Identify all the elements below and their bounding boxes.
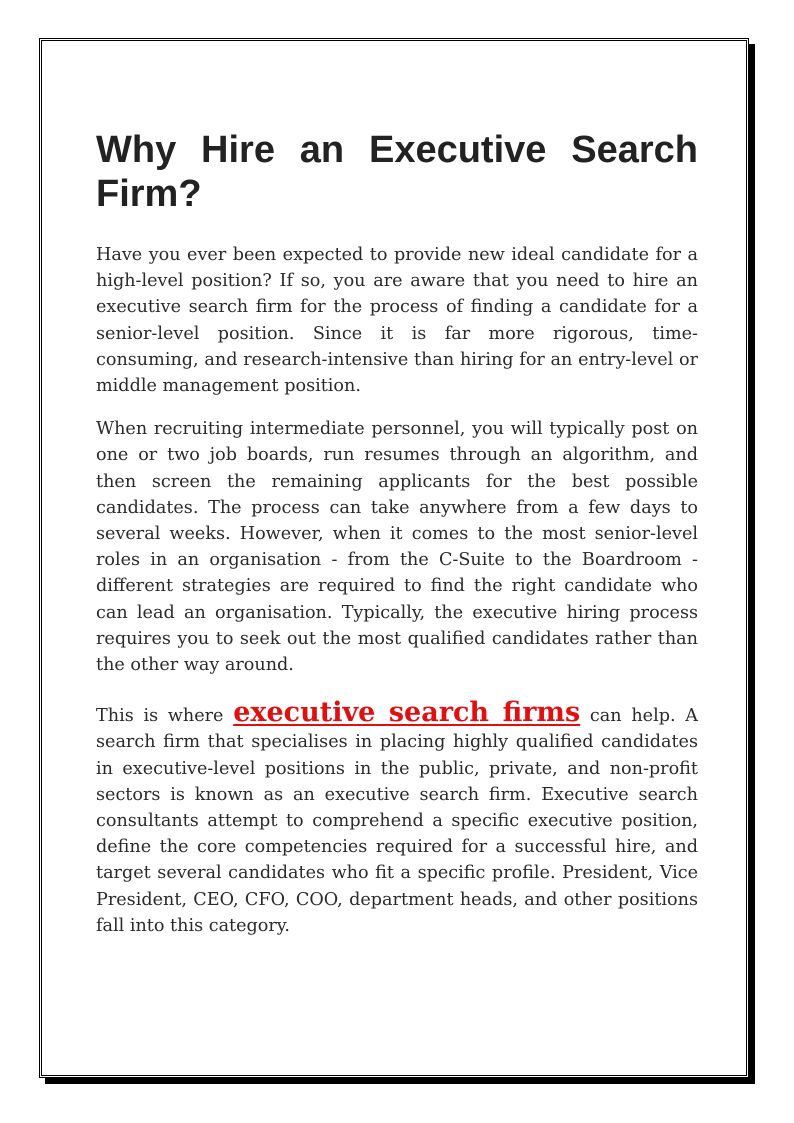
paragraph-3-suffix: can help. A search firm that specialises in placing highly qualified candidates in executive-level positions in the public, private, and non-profit sectors is known as an executive search firm. Executive search consultants attempt to comprehend a specific executive position, define the core competencies required for a successful hire, and target several candidates who fit a specific profile. President, Vice President, CEO, CFO, COO, department heads, and other positions fall into this category.: [96, 706, 699, 936]
paragraph-3-prefix: This is where: [96, 706, 234, 727]
paragraph-1: Have you ever been expected to provide new ideal candidate for a high-level position? If so, you are aware that you need to hire an executive search firm for the process of finding a candidate for a senior-level position. Since it is far more rigorous, time-consuming, and research-intensive than hiring for an entry-level or middle management position.: [96, 245, 698, 397]
page-title: Why Hire an Executive Search Firm?: [96, 129, 698, 215]
paragraph-2: When recruiting intermediate personnel, you will typically post on one or two job boards, run resumes through an algorithm, and then screen the remaining applicants for the best possible candidates. The process can take anywhere from a few days to several weeks. However, when it comes to the most senior-level roles in an organisation - from the C-Suite to the Boardroom - different strategies are required to find the right candidate who can lead an organisation. Typically, the executive hiring process requires you to seek out the most qualified candidates rather than the other way around.: [96, 419, 698, 676]
paragraph-3: [96, 697, 699, 939]
document-body: [96, 128, 698, 956]
executive-search-firms-link[interactable]: executive search firms: [233, 697, 581, 729]
